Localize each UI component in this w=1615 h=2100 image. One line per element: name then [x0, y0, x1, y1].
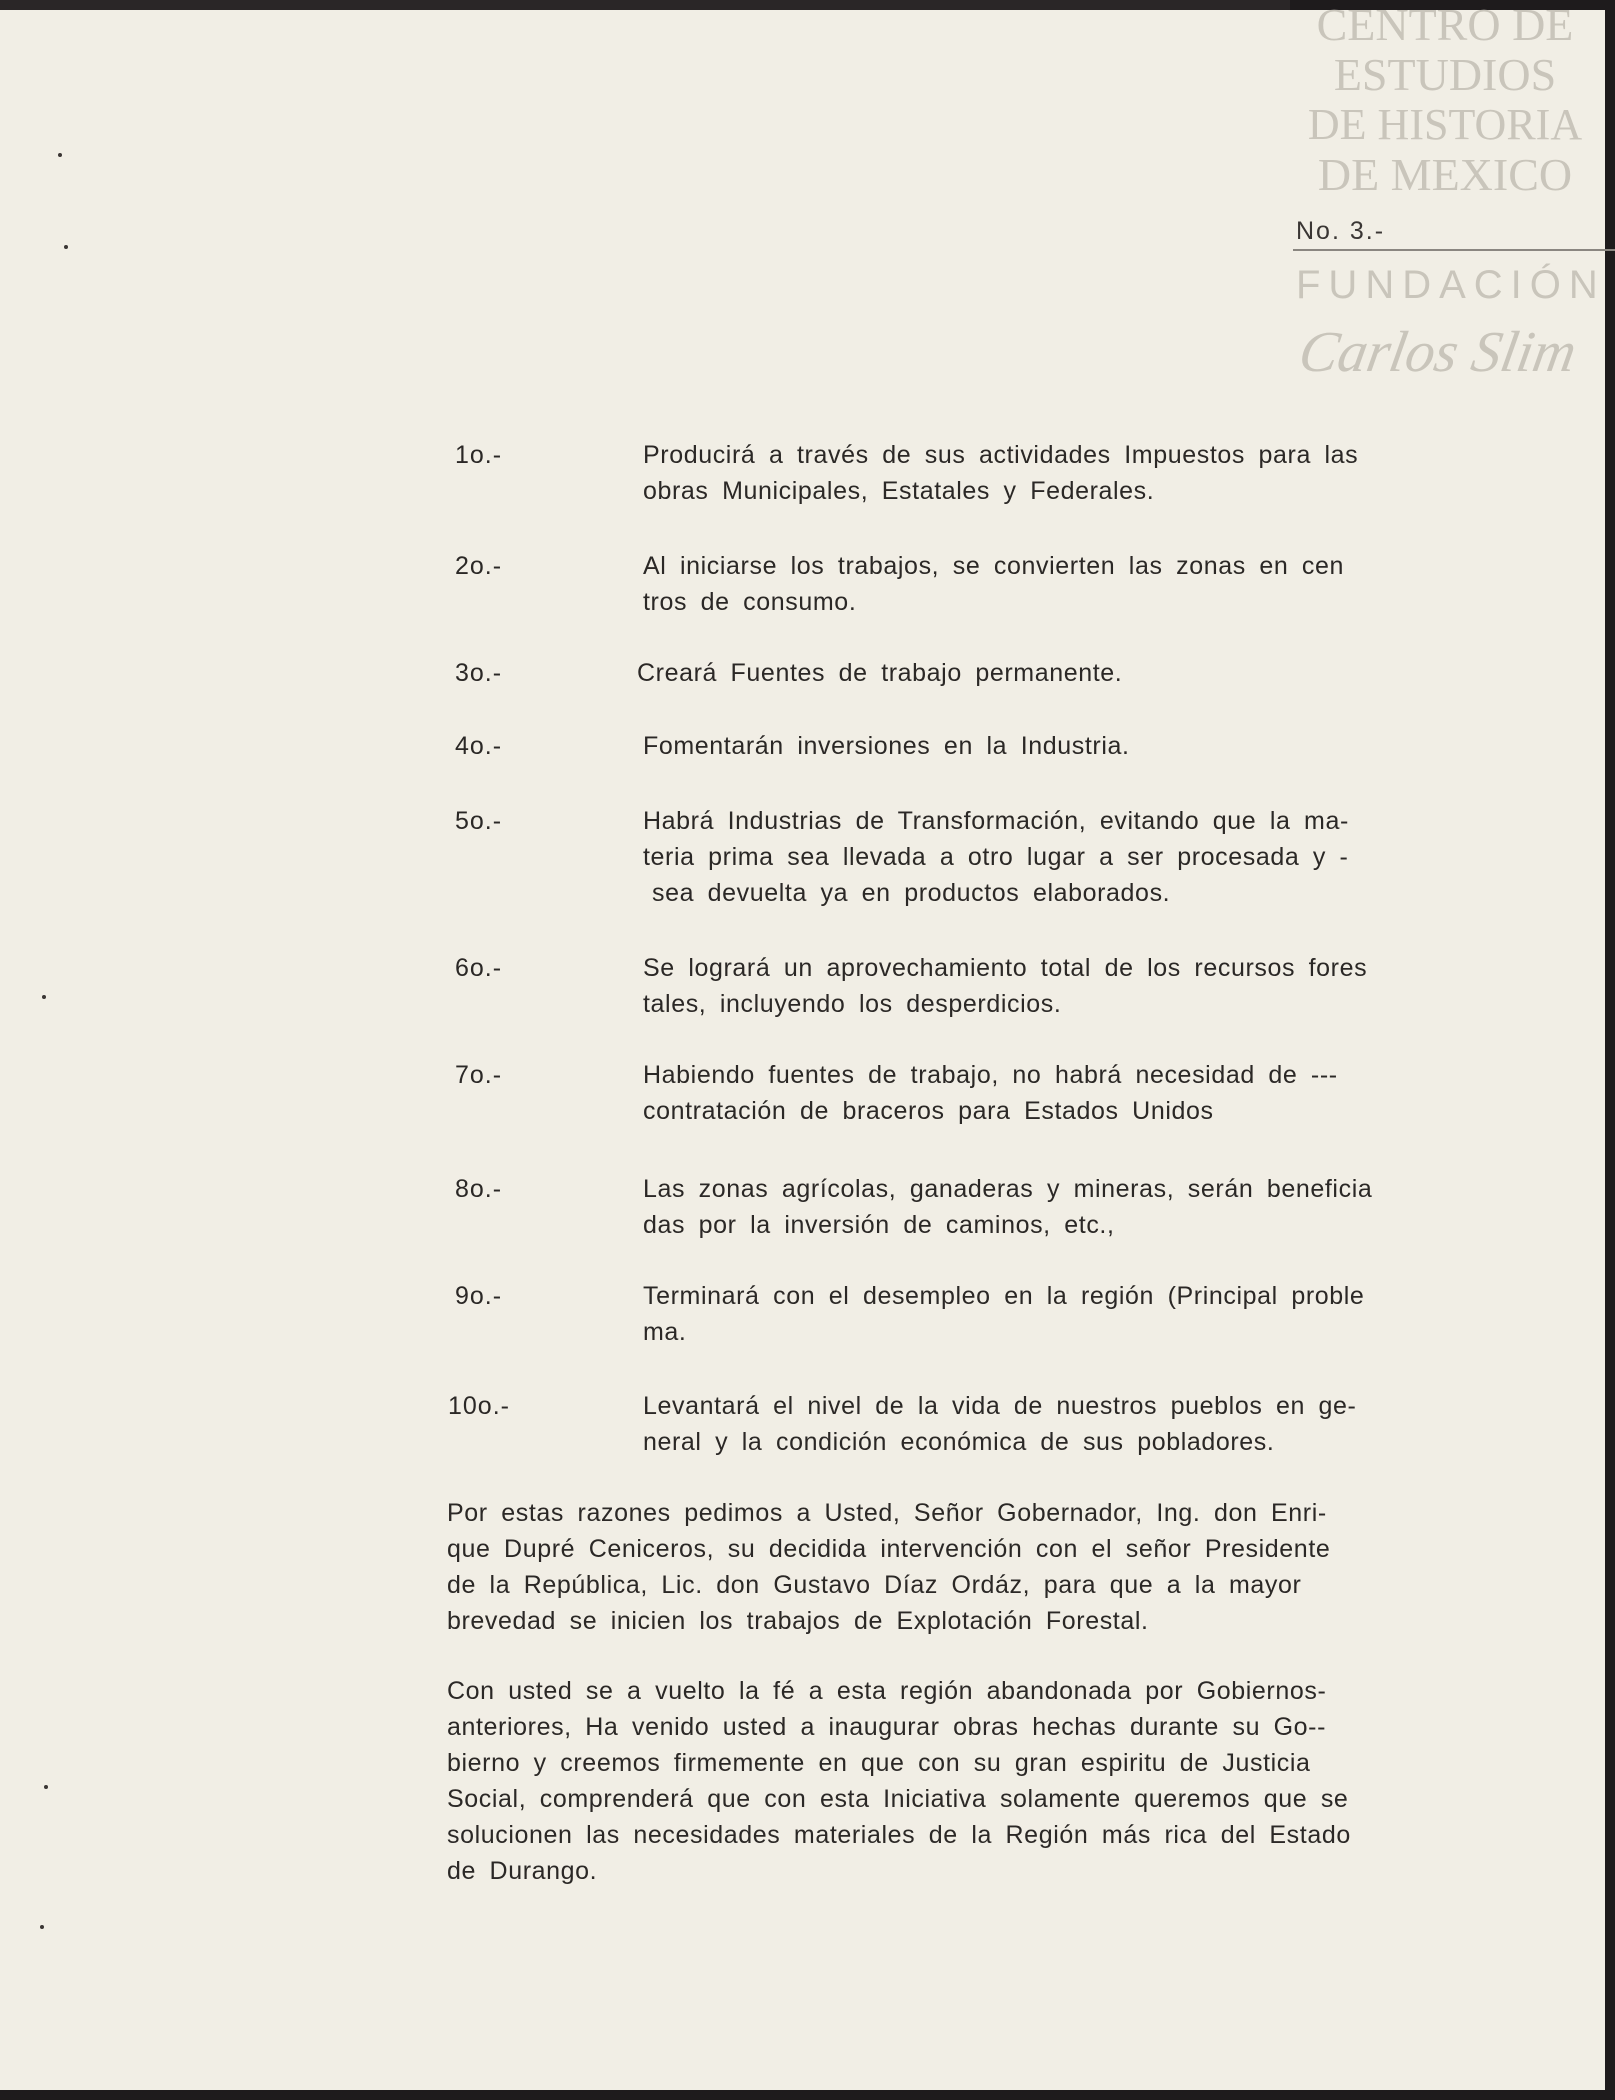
- item-text-line: Habrá Industrias de Transformación, evitando que la ma-: [643, 807, 1349, 835]
- paragraph-line: solucionen las necesidades materiales de la Región más rica del Estado: [447, 1821, 1351, 1849]
- item-number: 8o.-: [455, 1175, 503, 1203]
- item-text-line: Fomentarán inversiones en la Industria.: [643, 732, 1130, 760]
- item-text-line: sea devuelta ya en productos elaborados.: [652, 879, 1171, 907]
- watermark-line: DE HISTORIA: [1307, 100, 1583, 149]
- item-text-line: ma.: [643, 1318, 687, 1346]
- paragraph-line: brevedad se inicien los trabajos de Explotación Forestal.: [447, 1607, 1149, 1635]
- item-text-line: contratación de braceros para Estados Unidos: [643, 1097, 1214, 1125]
- watermark-line: DE MEXICO: [1317, 149, 1573, 200]
- item-text-line: Levantará el nivel de la vida de nuestros pueblos en ge-: [643, 1392, 1357, 1420]
- paragraph-line: de Durango.: [447, 1857, 598, 1885]
- item-text-line: obras Municipales, Estatales y Federales.: [643, 477, 1155, 505]
- header-rule: [1293, 249, 1615, 251]
- item-text-line: tros de consumo.: [643, 588, 857, 616]
- paragraph-line: anteriores, Ha venido usted a inaugurar obras hechas durante su Go--: [447, 1713, 1327, 1741]
- paragraph-line: que Dupré Ceniceros, su decidida intervención con el señor Presidente: [447, 1535, 1331, 1563]
- paragraph-line: bierno y creemos firmemente en que con su gran espiritu de Justicia: [447, 1749, 1311, 1777]
- speck: [64, 245, 68, 249]
- speck: [40, 1925, 44, 1929]
- item-number: 4o.-: [455, 732, 503, 760]
- item-number: 9o.-: [455, 1282, 503, 1310]
- watermark-line: ESTUDIOS: [1333, 49, 1557, 100]
- item-text-line: Habiendo fuentes de trabajo, no habrá necesidad de ---: [643, 1061, 1338, 1089]
- item-text-line: Al iniciarse los trabajos, se convierten las zonas en cen: [643, 552, 1345, 580]
- item-text-line: Las zonas agrícolas, ganaderas y mineras, serán beneficia: [643, 1175, 1373, 1203]
- item-text-line: Se logrará un aprovechamiento total de los recursos fores: [643, 954, 1368, 982]
- item-text-line: tales, incluyendo los desperdicios.: [643, 990, 1062, 1018]
- item-number: 10o.-: [448, 1392, 510, 1420]
- item-text-line: Creará Fuentes de trabajo permanente.: [637, 659, 1123, 687]
- item-number: 6o.-: [455, 954, 503, 982]
- speck: [42, 995, 46, 999]
- watermark-line: CENTRO DE: [1316, 0, 1574, 50]
- item-text-line: das por la inversión de caminos, etc.,: [643, 1211, 1115, 1239]
- item-text-line: neral y la condición económica de sus pobladores.: [643, 1428, 1275, 1456]
- item-text-line: teria prima sea llevada a otro lugar a ser procesada y -: [643, 843, 1349, 871]
- paragraph-line: Con usted se a vuelto la fé a esta región abandonada por Gobiernos-: [447, 1677, 1327, 1705]
- document-number: No. 3.-: [1296, 217, 1386, 245]
- paragraph-line: de la República, Lic. don Gustavo Díaz Ordáz, para que a la mayor: [447, 1571, 1302, 1599]
- item-number: 2o.-: [455, 552, 503, 580]
- paragraph-line: Social, comprenderá que con esta Iniciativa solamente queremos que se: [447, 1785, 1349, 1813]
- speck: [58, 153, 62, 157]
- watermark-signature: Carlos Slim: [1294, 319, 1582, 384]
- item-number: 5o.-: [455, 807, 503, 835]
- item-number: 1o.-: [455, 441, 503, 469]
- item-text-line: Producirá a través de sus actividades Impuestos para las: [643, 441, 1359, 469]
- item-number: 3o.-: [455, 659, 503, 687]
- item-number: 7o.-: [455, 1061, 503, 1089]
- speck: [44, 1785, 48, 1789]
- paragraph-line: Por estas razones pedimos a Usted, Señor Gobernador, Ing. don Enri-: [447, 1499, 1327, 1527]
- item-text-line: Terminará con el desempleo en la región (Principal proble: [643, 1282, 1365, 1310]
- watermark-foundation: FUNDACIÓN: [1296, 263, 1606, 307]
